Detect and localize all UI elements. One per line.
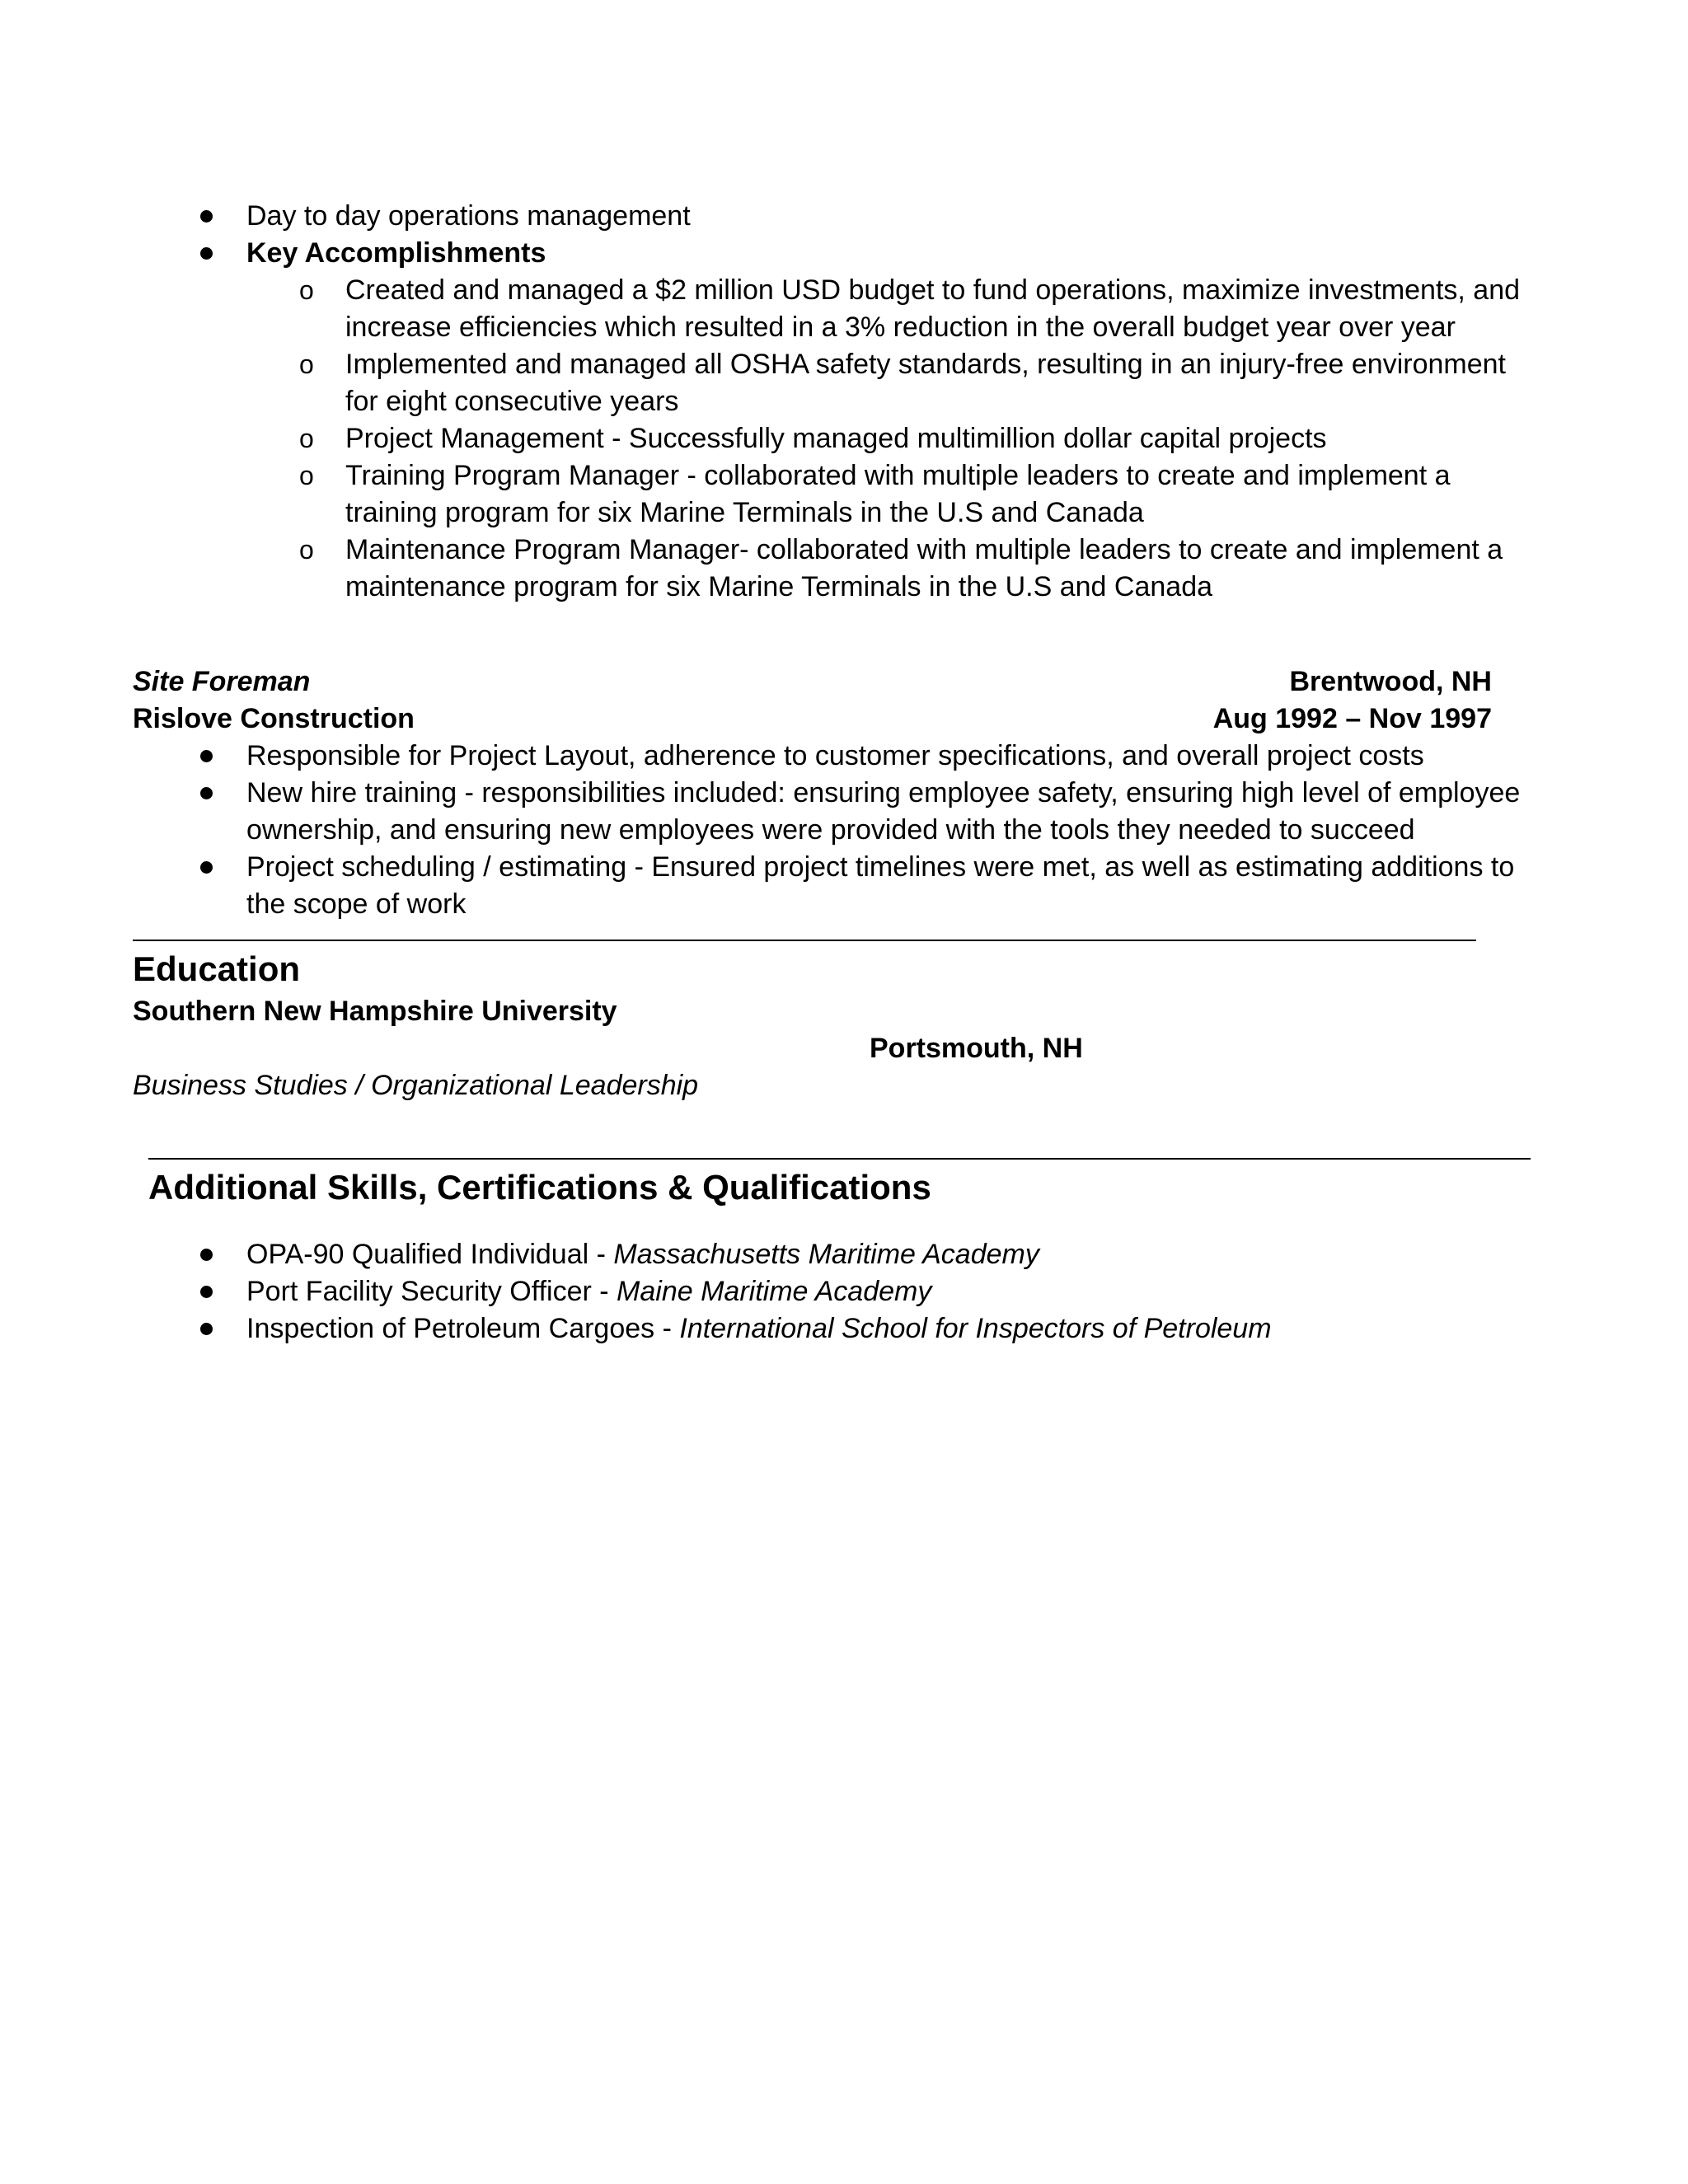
sub-list-item: Maintenance Program Manager- collaborated with multiple leaders to create and implement a — [345, 534, 1503, 565]
skill-item — [246, 1273, 931, 1310]
bullet-marker — [200, 1323, 213, 1335]
bullet-marker — [200, 1286, 213, 1298]
skill-name: Inspection of Petroleum Cargoes - — [246, 1313, 680, 1344]
sub-bullet-marker: o — [299, 535, 314, 565]
education-school: Southern New Hampshire University — [133, 996, 617, 1027]
sub-list-item: Implemented and managed all OSHA safety standards, resulting in an injury-free environment — [345, 349, 1506, 380]
job-bullet: New hire training - responsibilities included: ensuring employee safety, ensuring high level of employee — [246, 777, 1521, 808]
key-accomplishments-heading: Key Accomplishments — [246, 237, 546, 269]
sub-list-item: increase efficiencies which resulted in a 3% reduction in the overall budget year over year — [345, 312, 1456, 343]
job-bullet: the scope of work — [246, 888, 467, 920]
education-program: Business Studies / Organizational Leadership — [133, 1070, 699, 1101]
list-item: Day to day operations management — [246, 200, 691, 232]
sub-list-item: training program for six Marine Terminals in the U.S and Canada — [345, 497, 1144, 528]
skill-name: Port Facility Security Officer - — [246, 1276, 617, 1307]
section-divider — [133, 940, 1476, 941]
sub-list-item: Project Management - Successfully managed multimillion dollar capital projects — [345, 423, 1327, 454]
job-title: Site Foreman — [133, 666, 311, 697]
skills-heading: Additional Skills, Certifications & Qualifications — [148, 1168, 931, 1207]
section-divider — [148, 1158, 1531, 1160]
skill-name: OPA-90 Qualified Individual - — [246, 1239, 614, 1270]
education-heading: Education — [133, 949, 301, 988]
skill-item — [246, 1236, 1039, 1273]
sub-bullet-marker: o — [299, 461, 314, 490]
bullet-marker — [200, 247, 213, 260]
sub-list-item: maintenance program for six Marine Terminals in the U.S and Canada — [345, 571, 1213, 602]
job-bullet: Responsible for Project Layout, adherence to customer specifications, and overall project costs — [246, 740, 1424, 771]
sub-bullet-marker: o — [299, 424, 314, 453]
job-dates: Aug 1992 – Nov 1997 — [1212, 703, 1492, 734]
bullet-marker — [200, 210, 213, 223]
bullet-marker — [200, 861, 213, 874]
bullet-marker — [200, 750, 213, 762]
job-bullet: ownership, and ensuring new employees were provided with the tools they needed to succeed — [246, 814, 1415, 846]
skill-source: Massachusetts Maritime Academy — [613, 1239, 1039, 1270]
education-location: Portsmouth, NH — [870, 1033, 1083, 1064]
bullet-marker — [200, 1249, 213, 1261]
skill-item — [246, 1310, 1272, 1347]
job-location: Brentwood, NH — [1289, 666, 1492, 697]
sub-bullet-marker: o — [299, 349, 314, 379]
sub-list-item: Training Program Manager - collaborated with multiple leaders to create and implement a — [345, 460, 1451, 491]
sub-list-item: Created and managed a $2 million USD budget to fund operations, maximize investments, and — [345, 274, 1521, 306]
job-bullet: Project scheduling / estimating - Ensured project timelines were met, as well as estimating additions to — [246, 851, 1515, 883]
sub-bullet-marker: o — [299, 275, 314, 305]
skill-source: International School for Inspectors of Petroleum — [679, 1313, 1272, 1344]
job-company: Rislove Construction — [133, 703, 415, 734]
skill-source: Maine Maritime Academy — [617, 1276, 932, 1307]
sub-list-item: for eight consecutive years — [345, 386, 679, 417]
bullet-marker — [200, 787, 213, 799]
